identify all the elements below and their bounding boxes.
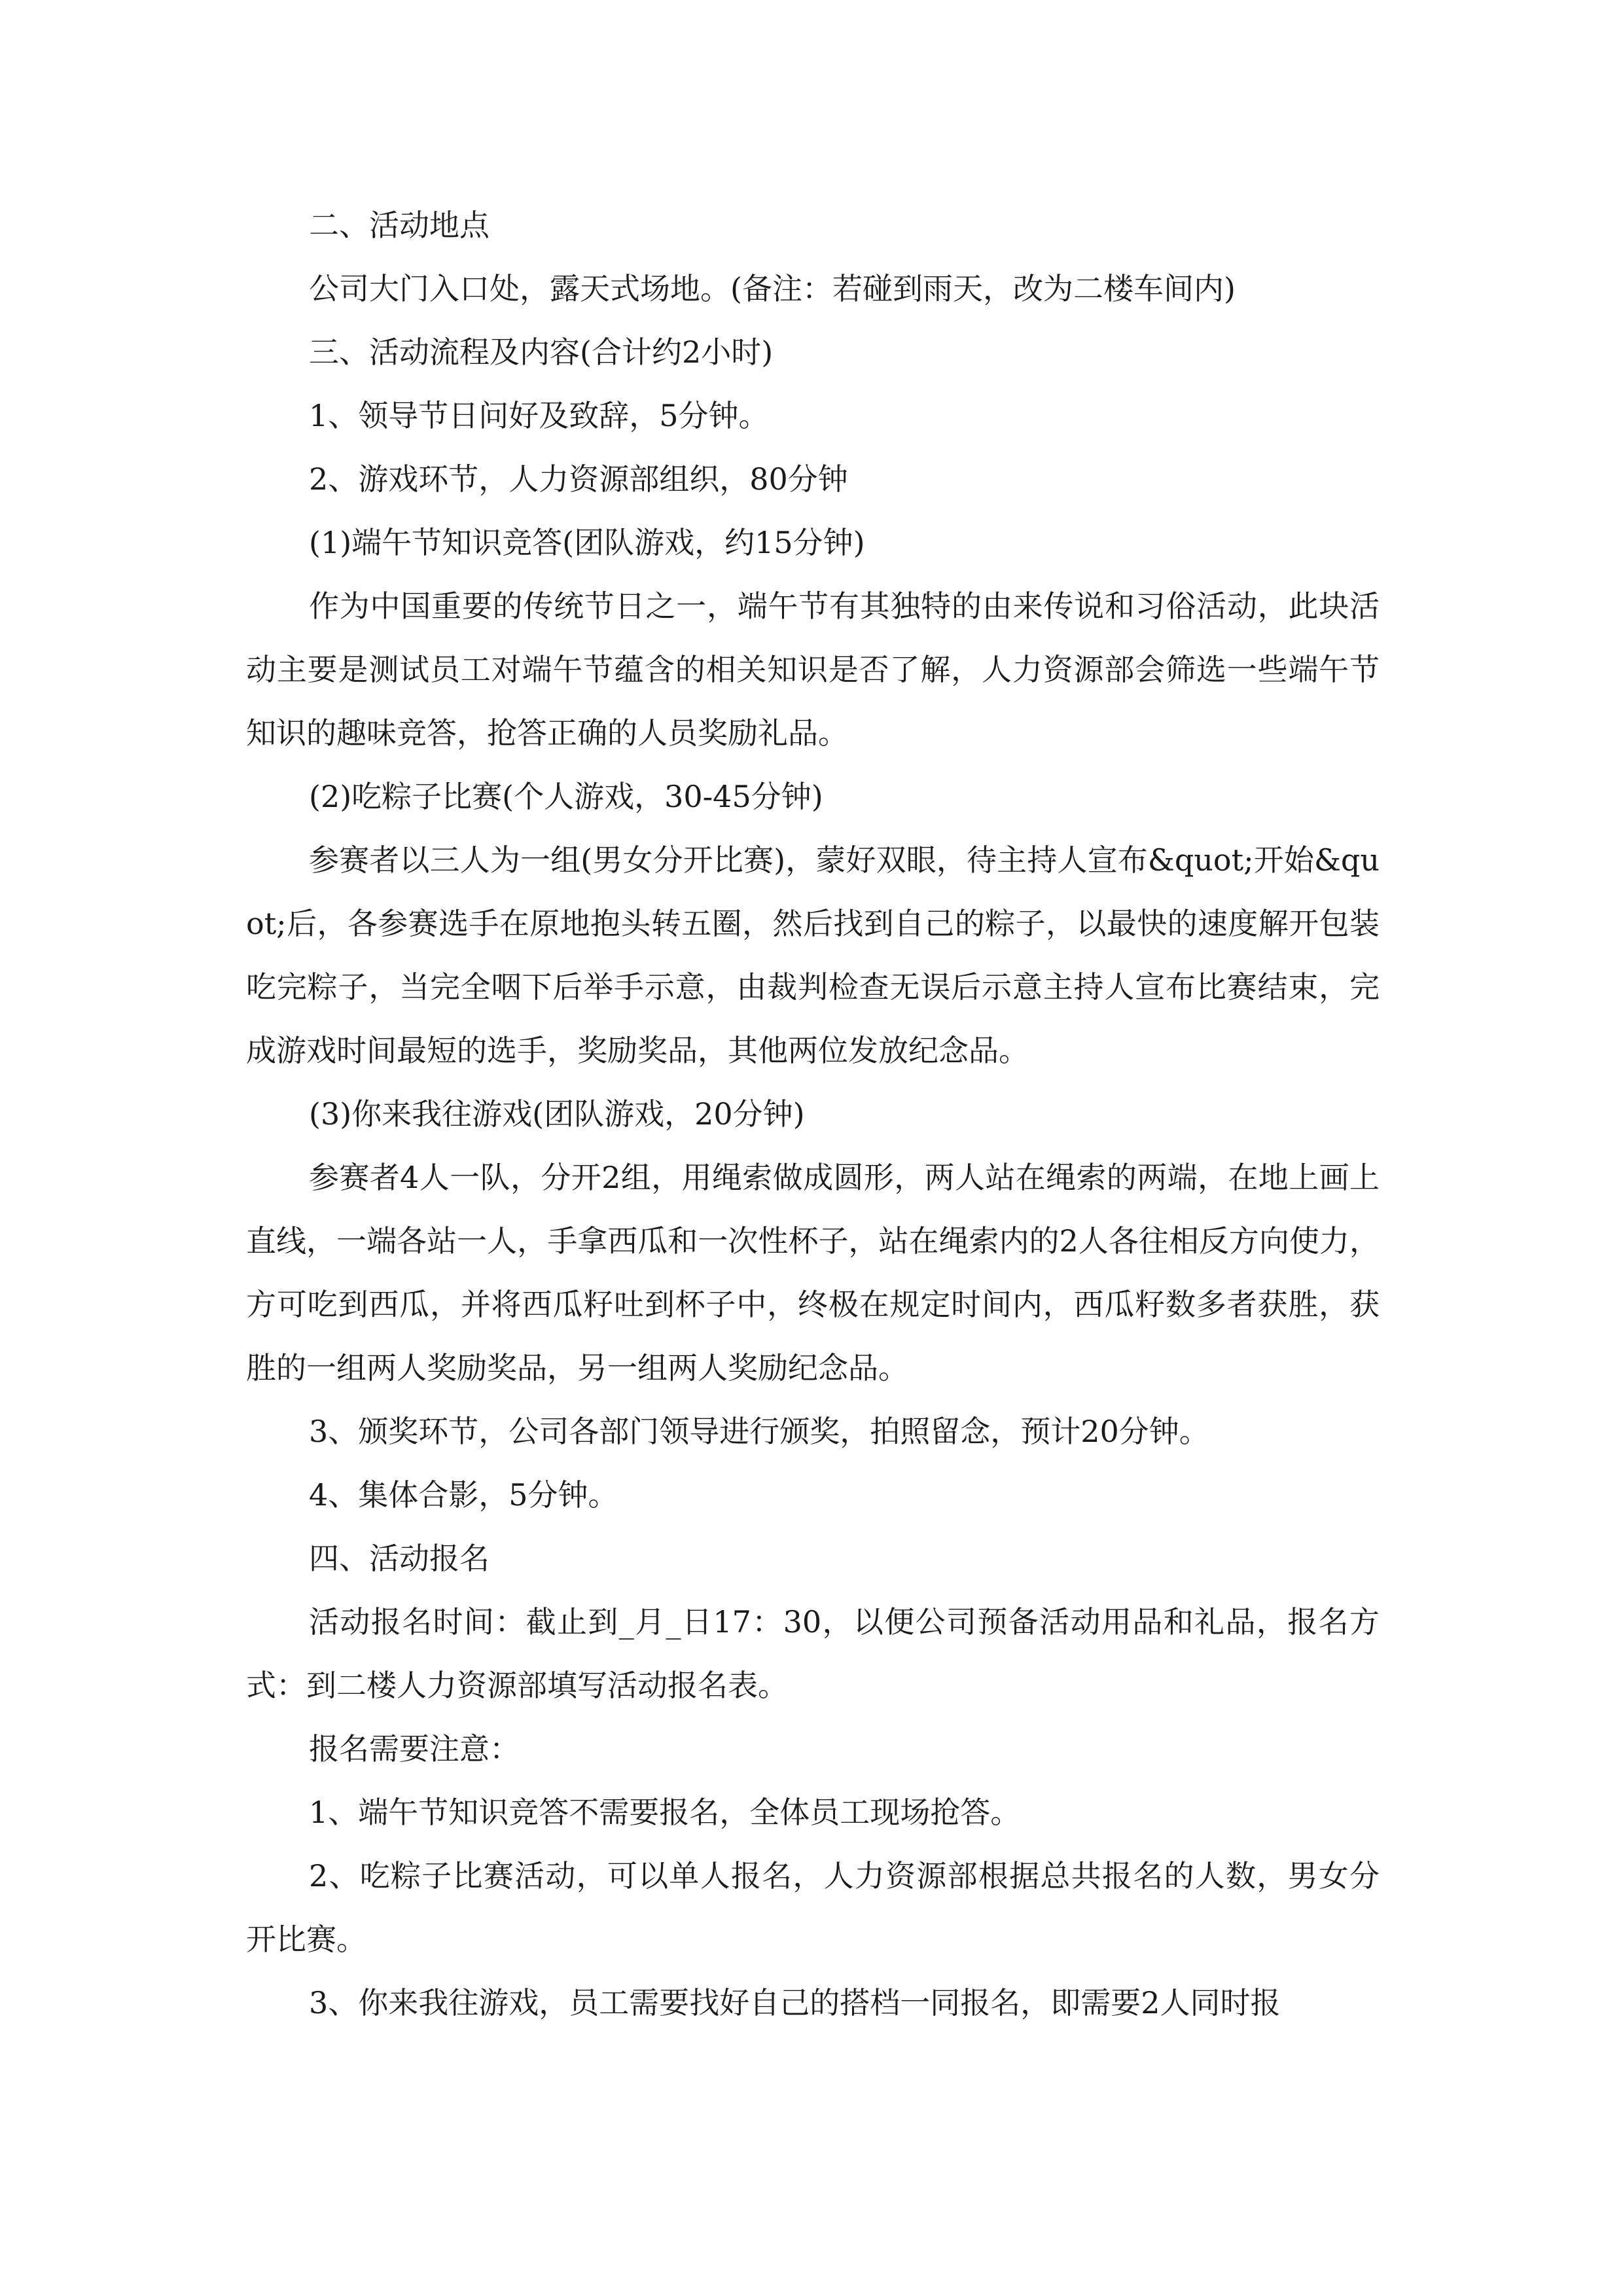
- process-item-1: 1、领导节日问好及致辞，5分钟。: [309, 398, 769, 433]
- game-3-description: 参赛者4人一队，分开2组，用绳索做成圆形，两人站在绳索的两端，在地上画上直线，一端各站一人，手拿西瓜和一次性杯子，站在绳索内的2人各往相反方向使力，方可吃到西瓜，并将西瓜籽吐到杯子中，终极在规定时间内，西瓜籽数多者获胜，获胜的一组两人奖励奖品，另一组两人奖励纪念品。: [246, 1160, 1380, 1386]
- location-paragraph: 公司大门入口处，露天式场地。(备注：若碰到雨天，改为二楼车间内): [309, 271, 1236, 306]
- game-1-description: 作为中国重要的传统节日之一，端午节有其独特的由来传说和习俗活动，此块活动主要是测试员工对端午节蕴含的相关知识是否了解，人力资源部会筛选一些端午节知识的趣味竞答，抢答正确的人员奖励礼品。: [246, 588, 1380, 751]
- game-3-heading: (3)你来我往游戏(团队游戏，20分钟): [309, 1096, 805, 1132]
- game-2-heading: (2)吃粽子比赛(个人游戏，30-45分钟): [309, 779, 823, 814]
- process-item-4: 4、集体合影，5分钟。: [309, 1477, 618, 1513]
- game-2-description: 参赛者以三人为一组(男女分开比赛)，蒙好双眼，待主持人宣布&quot;开始&quot;后，各参赛选手在原地抱头转五圈，然后找到自己的粽子，以最快的速度解开包装吃完粽子，当完全咽下后举手示意，由裁判检查无误后示意主持人宣布比赛结束，完成游戏时间最短的选手，奖励奖品，其他两位发放纪念品。: [246, 842, 1380, 1068]
- registration-note-2: 2、吃粽子比赛活动，可以单人报名，人力资源部根据总共报名的人数，男女分开比赛。: [246, 1858, 1380, 1957]
- section-heading-registration: 四、活动报名: [309, 1541, 490, 1576]
- registration-paragraph: 活动报名时间：截止到_月_日17：30，以便公司预备活动用品和礼品，报名方式：到二楼人力资源部填写活动报名表。: [246, 1604, 1380, 1703]
- registration-note-3: 3、你来我往游戏，员工需要找好自己的搭档一同报名，即需要2人同时报: [309, 1985, 1281, 2020]
- section-heading-process: 三、活动流程及内容(合计约2小时): [309, 334, 774, 370]
- process-item-3: 3、颁奖环节，公司各部门领导进行颁奖，拍照留念，预计20分钟。: [309, 1414, 1209, 1449]
- registration-notes-heading: 报名需要注意：: [309, 1731, 520, 1767]
- process-item-2: 2、游戏环节，人力资源部组织，80分钟: [309, 461, 848, 497]
- section-heading-location: 二、活动地点: [309, 207, 490, 243]
- registration-note-1: 1、端午节知识竞答不需要报名，全体员工现场抢答。: [309, 1795, 1021, 1830]
- document-body: [246, 194, 1380, 2035]
- game-1-heading: (1)端午节知识竞答(团队游戏，约15分钟): [309, 525, 865, 560]
